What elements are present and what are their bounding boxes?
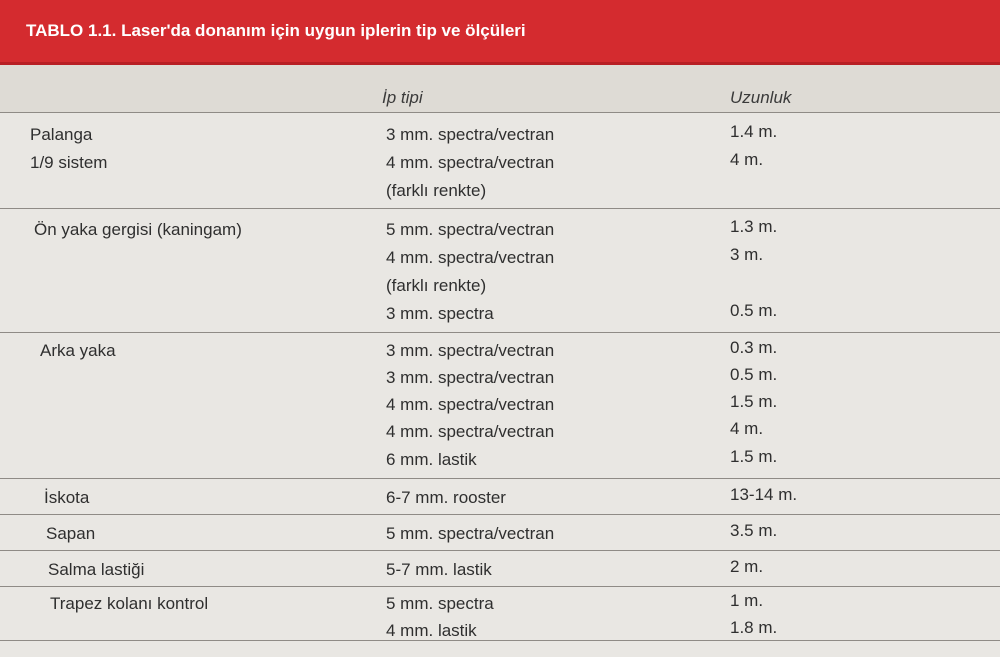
cell-part: Sapan bbox=[46, 524, 96, 543]
cell-rope-type: (farklı renkte) bbox=[386, 181, 487, 200]
cell-rope-type: 6-7 mm. rooster bbox=[386, 488, 506, 507]
row-divider bbox=[0, 478, 1000, 479]
cell-part: Salma lastiği bbox=[48, 560, 145, 579]
cell-length: 4 m. bbox=[730, 419, 764, 438]
cell-length: 1.5 m. bbox=[730, 447, 778, 466]
row-divider bbox=[0, 208, 1000, 209]
cell-length: 1.3 m. bbox=[730, 217, 778, 236]
cell-rope-type: (farklı renkte) bbox=[386, 276, 487, 295]
cell-length: 1.8 m. bbox=[730, 618, 778, 637]
cell-length: 1.5 m. bbox=[730, 392, 778, 411]
cell-length: 1 m. bbox=[730, 591, 764, 610]
cell-part: Arka yaka bbox=[40, 341, 116, 360]
cell-rope-type: 5 mm. spectra/vectran bbox=[386, 220, 555, 239]
cell-length: 4 m. bbox=[730, 150, 764, 169]
cell-rope-type: 4 mm. spectra/vectran bbox=[386, 422, 555, 441]
cell-length: 3 m. bbox=[730, 245, 764, 264]
cell-rope-type: 5 mm. spectra/vectran bbox=[386, 524, 555, 543]
cell-length: 0.5 m. bbox=[730, 301, 778, 320]
cell-part: Trapez kolanı kontrol bbox=[50, 594, 209, 613]
cell-rope-type: 6 mm. lastik bbox=[386, 450, 477, 469]
cell-part: 1/9 sistem bbox=[30, 153, 108, 172]
cell-rope-type: 4 mm. spectra/vectran bbox=[386, 248, 555, 267]
cell-rope-type: 3 mm. spectra/vectran bbox=[386, 125, 555, 144]
cell-length: 0.5 m. bbox=[730, 365, 778, 384]
cell-rope-type: 5 mm. spectra bbox=[386, 594, 494, 613]
table-title: TABLO 1.1. Laser'da donanım için uygun iplerin tip ve ölçüleri bbox=[26, 21, 526, 40]
cell-rope-type: 3 mm. spectra/vectran bbox=[386, 368, 555, 387]
column-header-rope-type: İp tipi bbox=[382, 88, 423, 107]
cell-part: İskota bbox=[44, 488, 90, 507]
cell-length: 13-14 m. bbox=[730, 485, 798, 504]
cell-part: Palanga bbox=[30, 125, 93, 144]
cell-length: 2 m. bbox=[730, 557, 764, 576]
column-header-length: Uzunluk bbox=[730, 88, 792, 107]
cell-rope-type: 4 mm. spectra/vectran bbox=[386, 153, 555, 172]
cell-length: 0.3 m. bbox=[730, 338, 778, 357]
cell-rope-type: 3 mm. spectra bbox=[386, 304, 494, 323]
cell-part: Ön yaka gergisi (kaningam) bbox=[34, 220, 242, 239]
row-divider bbox=[0, 640, 1000, 641]
cell-rope-type: 4 mm. spectra/vectran bbox=[386, 395, 555, 414]
row-divider bbox=[0, 586, 1000, 587]
cell-length: 3.5 m. bbox=[730, 521, 778, 540]
cell-length: 1.4 m. bbox=[730, 122, 778, 141]
cell-rope-type: 3 mm. spectra/vectran bbox=[386, 341, 555, 360]
table-header-band bbox=[0, 65, 1000, 113]
row-divider bbox=[0, 514, 1000, 515]
row-divider bbox=[0, 332, 1000, 333]
cell-rope-type: 4 mm. lastik bbox=[386, 621, 477, 640]
cell-rope-type: 5-7 mm. lastik bbox=[386, 560, 492, 579]
row-divider bbox=[0, 550, 1000, 551]
table-title-bar bbox=[0, 0, 1000, 65]
